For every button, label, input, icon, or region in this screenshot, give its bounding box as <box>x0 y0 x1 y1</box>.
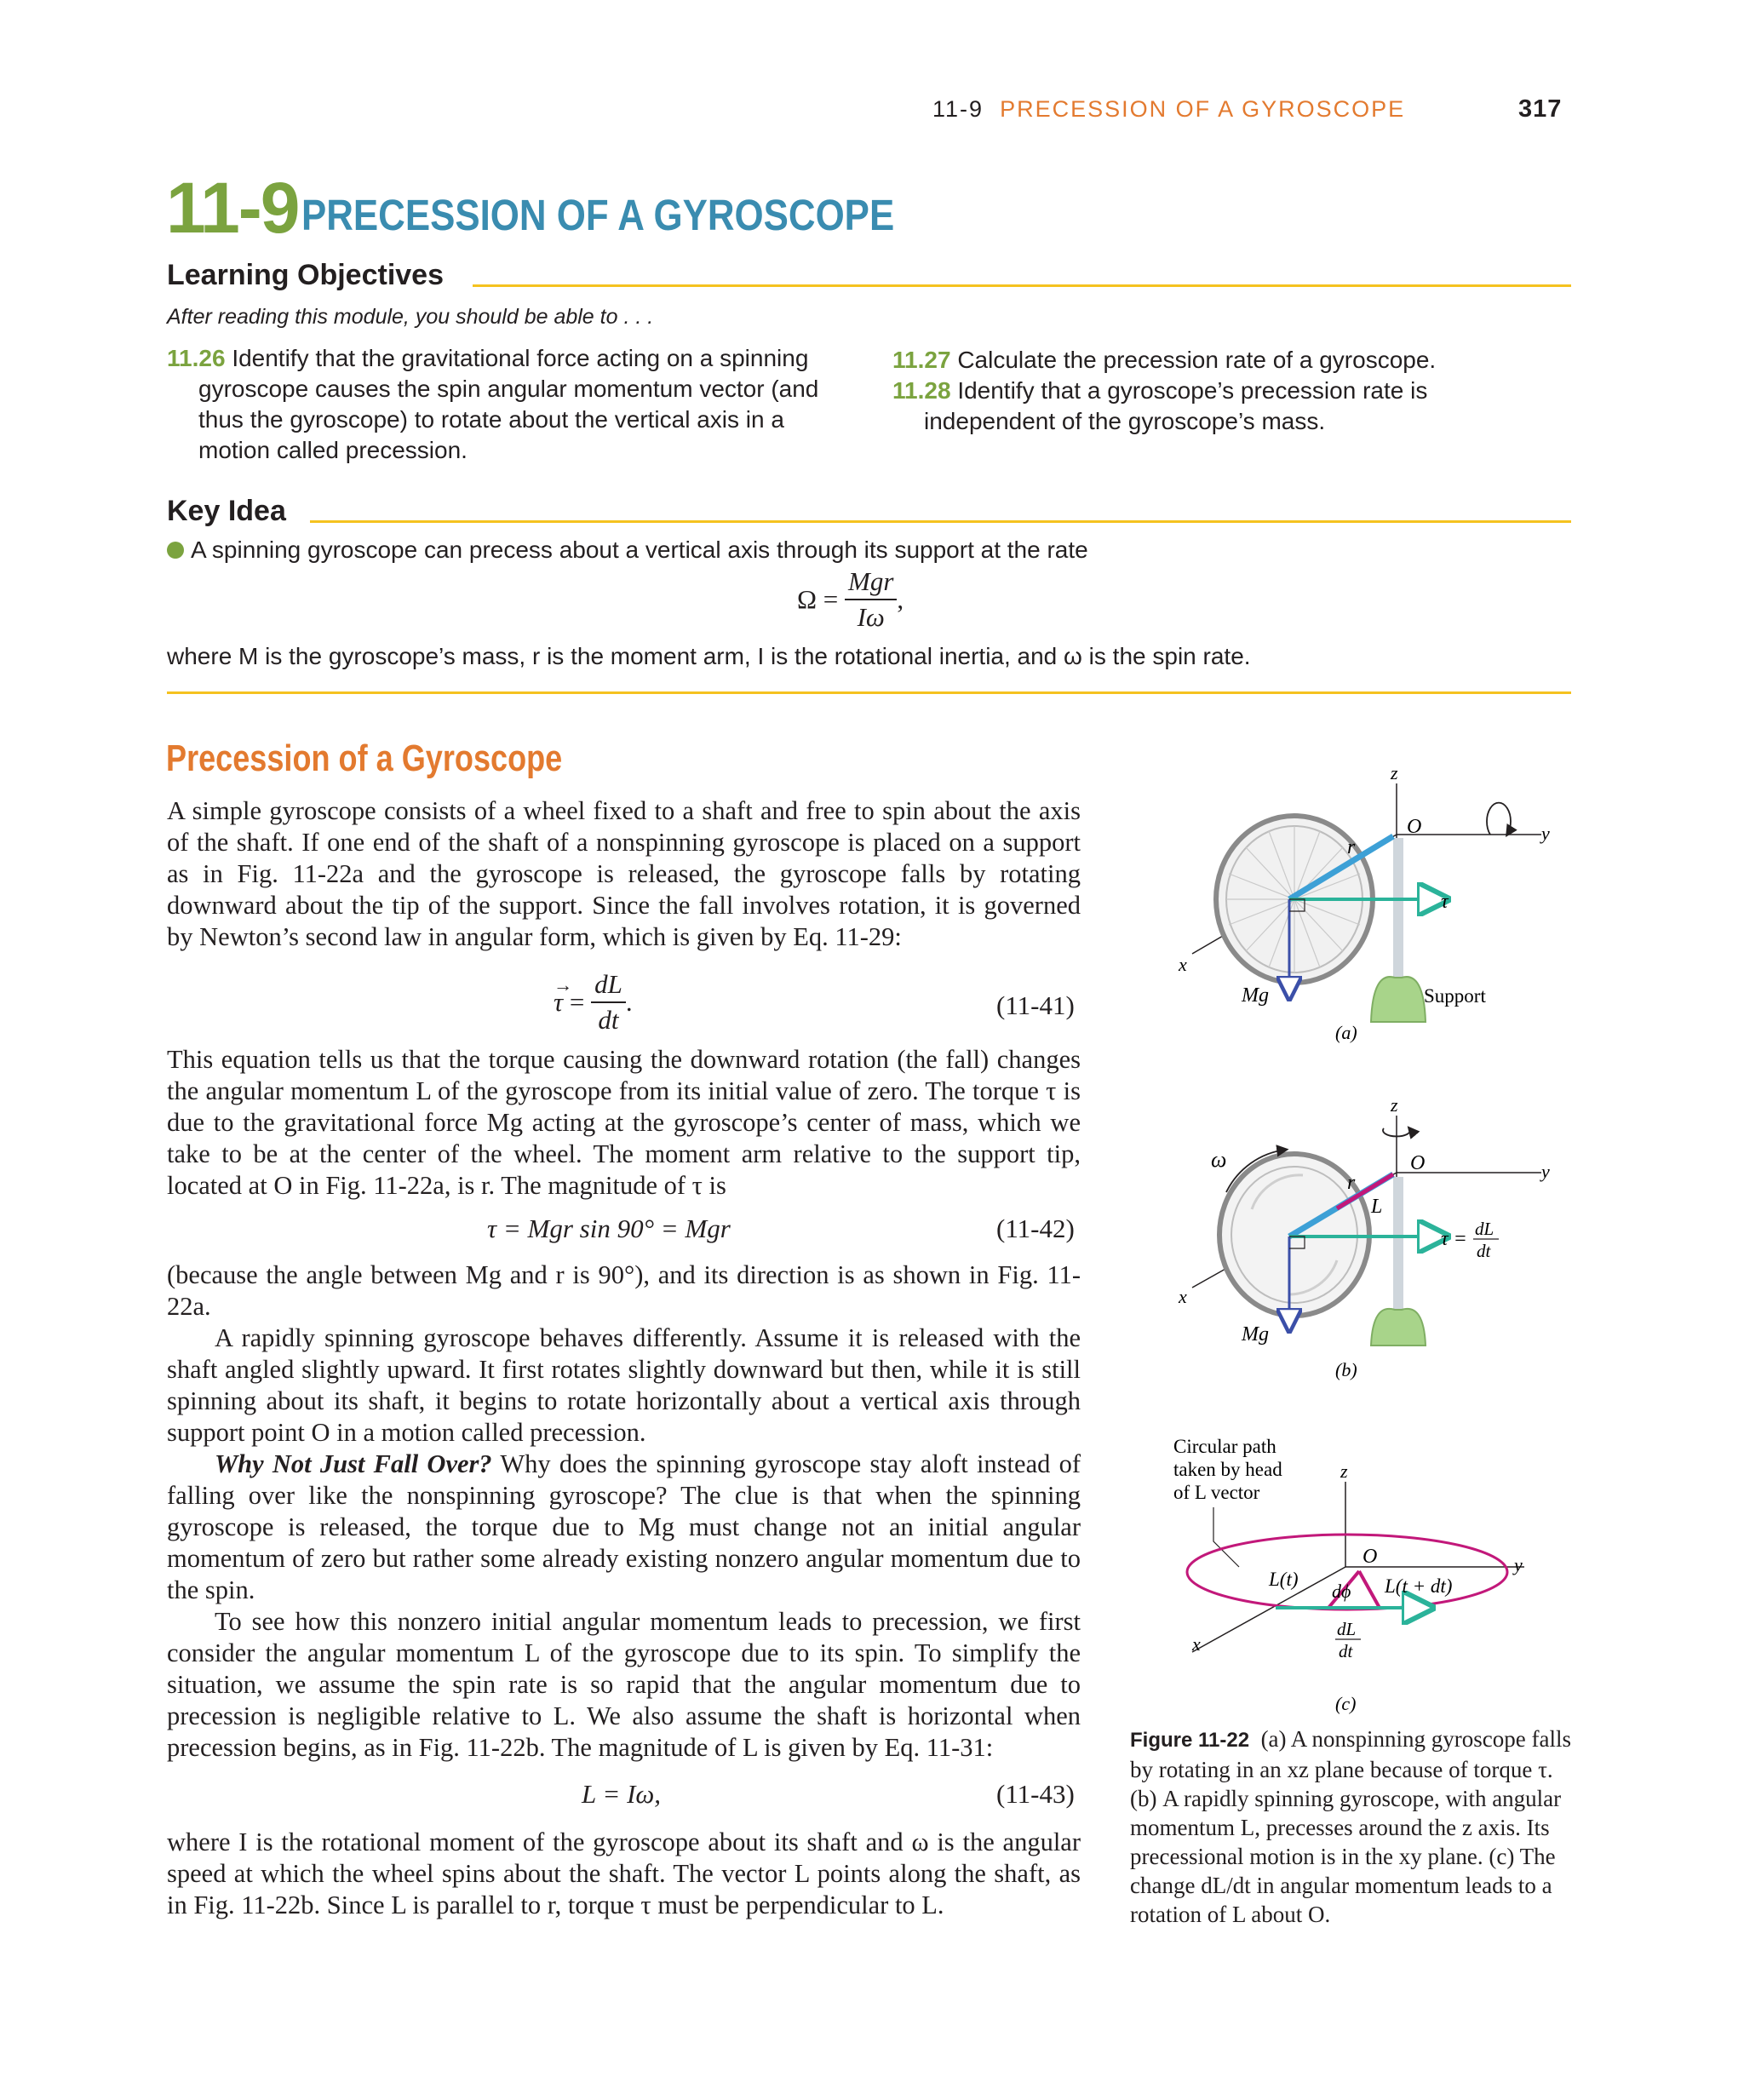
equation-number-11-41: (11-41) <box>996 990 1075 1020</box>
objective-id: 11.27 <box>892 347 951 373</box>
bullet-icon <box>167 542 184 559</box>
objective-line: thus the gyroscope) to rotate about the vertical axis in a <box>198 406 784 433</box>
panel-a-label: (a) <box>1335 1022 1357 1043</box>
key-idea-equation: Ω = $\frac{\text{Mgr}}{I\omega}$ , <box>797 565 904 634</box>
key-idea-definitions: where M is the gyroscope’s mass, r is the moment arm, I is the rotational inertia, and ω is the spin rate. <box>167 643 1251 669</box>
Lt-dt-vector <box>1359 1571 1380 1608</box>
dt-label: dt <box>1339 1641 1353 1661</box>
annotation-line: Circular path <box>1173 1436 1276 1457</box>
running-head-number: 11-9 <box>932 96 984 122</box>
equation-numerator: dL <box>591 967 626 1003</box>
paragraph-3: (because the angle between Mg and r is 90°), and its direction is as shown in Fig. 11-22a. <box>167 1260 1081 1321</box>
page-number: 317 <box>1518 95 1563 123</box>
O-label: O <box>1407 816 1422 838</box>
dphi-label: dϕ <box>1332 1581 1351 1602</box>
support-post <box>1393 838 1403 983</box>
equation-denominator: Iω <box>857 602 885 632</box>
y-label: y <box>1541 1161 1550 1182</box>
z-label: z <box>1391 1094 1398 1116</box>
objective-line: gyroscope causes the spin angular momentum vector (and <box>198 376 819 402</box>
O-label: O <box>1362 1546 1378 1568</box>
equation-lhs: Ω = <box>797 584 839 614</box>
key-idea-bottom-rule <box>167 691 1571 694</box>
y-label: y <box>1541 823 1550 844</box>
objectives-rule <box>473 284 1571 287</box>
objectives-heading: Learning Objectives <box>167 259 444 291</box>
key-idea-sentence: A spinning gyroscope can precess about a vertical axis through its support at the rate <box>191 536 1088 563</box>
support-base <box>1371 1309 1426 1345</box>
torque-rotation-arrow <box>1487 803 1511 835</box>
annotation-leader <box>1213 1507 1239 1567</box>
equation-11-41: τ → = $\frac{dL}{dt}$ . <box>554 967 633 1037</box>
equation-11-43: L = Iω, <box>582 1779 662 1809</box>
figure-panel-a <box>1178 762 1550 1043</box>
x-label: x <box>1179 1286 1187 1307</box>
objective-11-26 <box>167 343 865 466</box>
figure-panel-b <box>1178 1094 1550 1380</box>
figure-caption <box>1130 1724 1573 1929</box>
x-label: x <box>1192 1633 1201 1655</box>
paragraph-4: A rapidly spinning gyroscope behaves differently. Assume it is released with the shaft angled slightly upward. It first rotates slightly downward but then, while it is still spinning about its shaft, it begins to rotate horizontally about a vertical axis through support point O in a motion called precession. <box>167 1323 1081 1447</box>
omega-label: ω <box>1211 1147 1227 1172</box>
objective-id: 11.26 <box>167 345 226 371</box>
objective-line: motion called precession. <box>198 437 468 463</box>
annotation-line: of L vector <box>1173 1482 1260 1503</box>
objective-line: Identify that the gravitational force acting on a spinning <box>232 345 809 371</box>
section-number: 11-9 <box>166 168 299 248</box>
L-label: L <box>1371 1196 1383 1218</box>
figure-11-22 <box>1124 749 1584 1720</box>
objective-id: 11.28 <box>892 377 951 404</box>
z-label: z <box>1391 762 1398 783</box>
key-idea-rule <box>310 520 1571 523</box>
objective-11-27 <box>892 345 1574 376</box>
equation-number-11-42: (11-42) <box>996 1214 1075 1243</box>
support-post <box>1393 1177 1403 1322</box>
r-label: r <box>1347 836 1356 858</box>
x-label: x <box>1179 954 1187 975</box>
tau-label: τ <box>1441 891 1449 913</box>
equation-numerator: Mgr <box>845 565 897 600</box>
running-head <box>932 96 1405 123</box>
panel-c-label: (c) <box>1335 1693 1357 1714</box>
tau-label: τ = <box>1441 1228 1467 1250</box>
equation-number-11-43: (11-43) <box>996 1779 1075 1809</box>
panel-b-label: (b) <box>1335 1359 1357 1380</box>
y-label: y <box>1514 1554 1523 1575</box>
paragraph-5-text: Why does the spinning gyroscope stay aloft instead of falling over like the nonspinning gyroscope? The clue is that when the spinning gyroscope is released, the torque due to Mg must change not an initial angular momentum of zero but rather some already existing nonzero angular momentum due to the spin. <box>167 1449 1081 1604</box>
figure-panel-c <box>1173 1436 1524 1714</box>
paragraph-lead: Why Not Just Fall Over? <box>215 1449 492 1478</box>
r-label: r <box>1347 1172 1356 1194</box>
objective-line: independent of the gyroscope’s mass. <box>924 408 1326 434</box>
support-base <box>1371 977 1426 1022</box>
equation-11-42: τ = Mgr sin 90° = Mgr <box>487 1214 731 1243</box>
paragraph-2: This equation tells us that the torque causing the downward rotation (the fall) changes the angular momentum L of the gyroscope from its initial value of zero. The torque τ is due to the gravitational force Mg acting at the gyroscope’s center of mass, which we take to be at the center of the wheel. The moment arm relative to the support tip, located at O in Fig. 11-22a, is r. The magnitude of τ is <box>167 1045 1081 1200</box>
section-title: PRECESSION OF A GYROSCOPE <box>301 191 895 239</box>
paragraph-6: To see how this nonzero initial angular momentum leads to precession, we first consider the angular momentum L of the gyroscope due to its spin. To simplify the situation, we assume the spin rate is so rapid that the angular momentum due to precession is negligible relative to L. We also assume the shaft is horizontal when precession begins, as in Fig. 11-22b. The magnitude of L is given by Eq. 11-31: <box>167 1607 1081 1762</box>
objective-11-28 <box>892 376 1574 437</box>
support-label: Support <box>1424 985 1486 1007</box>
annotation-line: taken by head <box>1173 1459 1282 1480</box>
caption-label: Figure 11-22 <box>1130 1729 1250 1752</box>
paragraph-7: where I is the rotational moment of the gyroscope about its shaft and ω is the angular speed at which the wheel spins about the shaft. The vector L points along the shaft, as in Fig. 11-22b. Since L is parallel to r, torque τ must be perpendicular to L. <box>167 1827 1081 1919</box>
subsection-heading: Precession of a Gyroscope <box>166 737 563 779</box>
z-label: z <box>1340 1460 1348 1482</box>
running-head-title: PRECESSION OF A GYROSCOPE <box>1000 96 1406 122</box>
paragraph-5 <box>167 1449 1081 1606</box>
Mg-label: Mg <box>1242 984 1269 1007</box>
Mg-label: Mg <box>1242 1323 1269 1345</box>
O-label: O <box>1410 1152 1426 1174</box>
equation-denominator: dt <box>598 1005 619 1035</box>
dL-label: dL <box>1337 1619 1357 1639</box>
caption-text: (a) A nonspinning gyroscope falls by rotating in an xz plane because of torque τ. (b) A rapidly spinning gyroscope, with angular momentum L, precesses around the z axis. Its precessional motion is in the xy plane. (c) The change dL/dt in angular momentum leads to a rotation of L about O. <box>1130 1726 1572 1927</box>
objective-line: Calculate the precession rate of a gyroscope. <box>957 347 1437 373</box>
paragraph-1: A simple gyroscope consists of a wheel fixed to a shaft and free to spin about the axis of the shaft. If one end of the shaft of a nonspinning gyroscope is placed on a support as in Fig. 11-22a and the gyroscope is released, the gyroscope falls by rotating downward about the tip of the support. Since the fall involves rotation, it is governed by Newton’s second law in angular form, which is given by Eq. 11-29: <box>167 796 1081 951</box>
key-idea-heading: Key Idea <box>167 495 286 527</box>
dL-label: dL <box>1475 1219 1494 1239</box>
objective-line: Identify that a gyroscope’s precession rate is <box>957 377 1428 404</box>
Lt-dt-label: L(t + dt) <box>1385 1575 1453 1597</box>
dt-label: dt <box>1477 1241 1491 1261</box>
key-idea-text <box>167 536 1088 564</box>
objectives-intro: After reading this module, you should be able to . . . <box>167 305 654 329</box>
Lt-label: L(t) <box>1269 1569 1299 1590</box>
